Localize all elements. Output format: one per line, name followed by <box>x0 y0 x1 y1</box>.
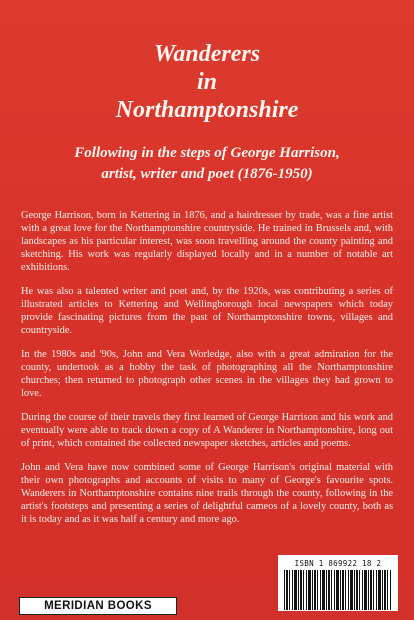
barcode-bars <box>284 570 392 610</box>
blurb-paragraph-4: During the course of their travels they first learned of George Harrison and his work and eventually were able to track down a copy of A Wanderer in Northamptonshire, long out of print, which contained the collected newspaper sketches, articles and poems. <box>21 412 393 449</box>
title-line-1: Wanderers <box>153 41 261 67</box>
publisher-logo: MERIDIAN BOOKS <box>19 597 177 615</box>
book-title <box>0 40 414 124</box>
title-line-3: Northamptonshire <box>115 97 299 123</box>
blurb-paragraph-5: John and Vera have now combined some of George Harrison's original material with their own photographs and accounts of visits to many of George's favourite spots. Wanderers in Northamptonshire contains nine trails through the county, following in the artist's footsteps and presenting a series of delightful cameos of a lovely county, both as it is today and as it was half a century and more ago. <box>21 462 393 525</box>
subtitle-line-2: artist, writer and poet (1876-1950) <box>101 166 313 182</box>
book-subtitle <box>0 143 414 185</box>
barcode <box>278 555 398 611</box>
blurb-paragraph-3: In the 1980s and '90s, John and Vera Worledge, also with a great admiration for the county, undertook as a hobby the task of photographing all the Northamptonshire churches; then returned to photograph other scenes in the villages they had grown to love. <box>21 349 393 399</box>
blurb-text <box>21 209 393 537</box>
subtitle-line-1: Following in the steps of George Harrison, <box>74 145 340 161</box>
blurb-paragraph-2: He was also a talented writer and poet and, by the 1920s, was contributing a series of illustrated articles to Kettering and Wellingborough local newspapers which today provide fascinating pictures from the past of Northamptonshire towns, villages and countryside. <box>21 286 393 336</box>
isbn-number: ISBN 1 869922 18 2 <box>294 559 382 568</box>
title-line-2: in <box>196 69 217 95</box>
blurb-paragraph-1: George Harrison, born in Kettering in 1876, and a hairdresser by trade, was a fine artist with a great love for the Northamptonshire countryside. He trained in Brussels and, with landscapes as his particular interest, was soon travelling around the county painting and sketching. His work was regularly displayed locally and in a number of notable art exhibitions. <box>21 210 393 273</box>
